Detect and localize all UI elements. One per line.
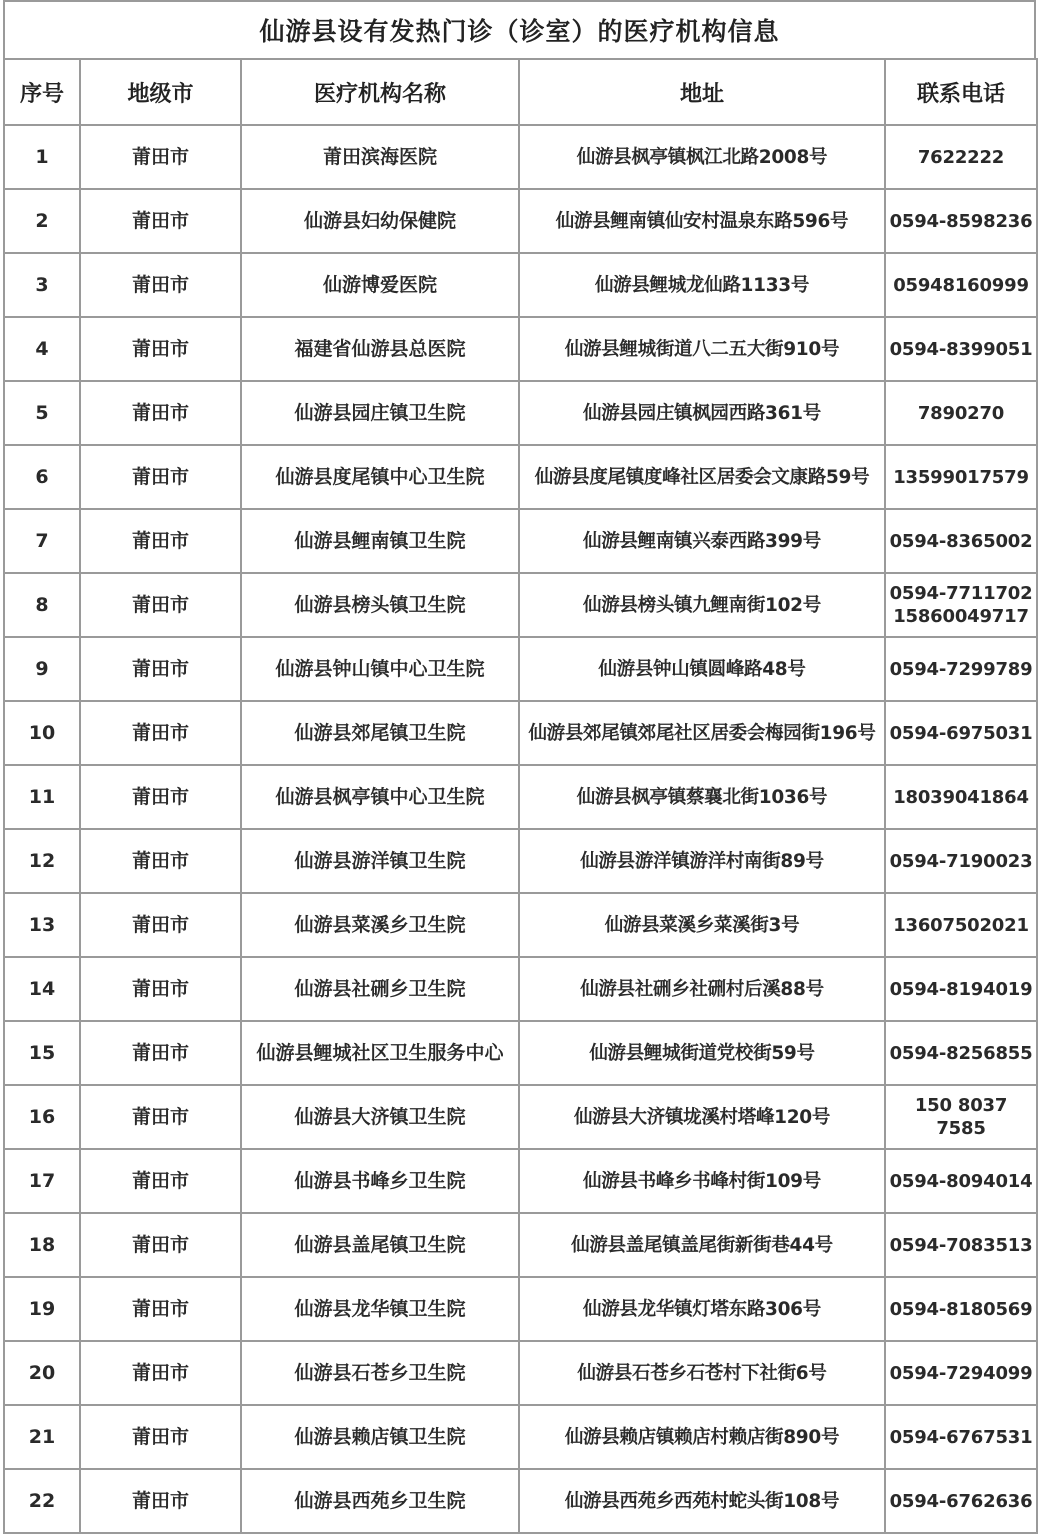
phone-number: 0594-8365002: [889, 530, 1033, 552]
cell-address: 仙游县书峰乡书峰村街109号: [519, 1149, 885, 1213]
cell-phone: [885, 1341, 1037, 1405]
cell-city: 莆田市: [80, 125, 241, 189]
cell-institution-name: 福建省仙游县总医院: [241, 317, 519, 381]
cell-address: 仙游县西苑乡西苑村蛇头街108号: [519, 1469, 885, 1533]
cell-institution-name: 仙游县钟山镇中心卫生院: [241, 637, 519, 701]
cell-city: 莆田市: [80, 253, 241, 317]
cell-city: 莆田市: [80, 573, 241, 637]
phone-number: 0594-8180569: [889, 1298, 1033, 1320]
cell-no: 2: [4, 189, 80, 253]
cell-no: 18: [4, 1213, 80, 1277]
table-row: [4, 957, 1037, 1021]
cell-phone: [885, 317, 1037, 381]
cell-phone: [885, 509, 1037, 573]
cell-phone: [885, 1213, 1037, 1277]
phone-number: 0594-8194019: [889, 978, 1033, 1000]
header-phone: 联系电话: [885, 59, 1037, 125]
cell-city: 莆田市: [80, 765, 241, 829]
cell-address: 仙游县菜溪乡菜溪街3号: [519, 893, 885, 957]
cell-institution-name: 莆田滨海医院: [241, 125, 519, 189]
phone-number: 13607502021: [893, 914, 1029, 936]
table-row: [4, 317, 1037, 381]
phone-number: 0594-8094014: [889, 1170, 1033, 1192]
cell-phone: [885, 445, 1037, 509]
table-row: [4, 189, 1037, 253]
cell-address: 仙游县龙华镇灯塔东路306号: [519, 1277, 885, 1341]
cell-no: 1: [4, 125, 80, 189]
cell-institution-name: 仙游县榜头镇卫生院: [241, 573, 519, 637]
table-row: [4, 1277, 1037, 1341]
cell-phone: [885, 189, 1037, 253]
cell-institution-name: 仙游县菜溪乡卫生院: [241, 893, 519, 957]
cell-no: 11: [4, 765, 80, 829]
cell-no: 5: [4, 381, 80, 445]
cell-phone: [885, 573, 1037, 637]
medical-institutions-sheet: [3, 0, 1036, 1530]
cell-city: 莆田市: [80, 317, 241, 381]
cell-no: 21: [4, 1405, 80, 1469]
cell-phone: [885, 1277, 1037, 1341]
cell-no: 17: [4, 1149, 80, 1213]
cell-city: 莆田市: [80, 445, 241, 509]
table-row: [4, 125, 1037, 189]
cell-institution-name: 仙游县大济镇卫生院: [241, 1085, 519, 1149]
phone-number: 15860049717: [893, 606, 1029, 627]
phone-number: 13599017579: [893, 466, 1029, 488]
table-row: [4, 637, 1037, 701]
cell-address: 仙游县枫亭镇蔡襄北街1036号: [519, 765, 885, 829]
cell-address: 仙游县鲤城街道党校街59号: [519, 1021, 885, 1085]
cell-city: 莆田市: [80, 1469, 241, 1533]
cell-phone: [885, 1085, 1037, 1149]
phone-number: 0594-8598236: [889, 210, 1033, 232]
cell-phone: [885, 1021, 1037, 1085]
cell-phone: [885, 1469, 1037, 1533]
cell-city: 莆田市: [80, 1213, 241, 1277]
cell-address: 仙游县钟山镇圆峰路48号: [519, 637, 885, 701]
cell-city: 莆田市: [80, 893, 241, 957]
cell-institution-name: 仙游县郊尾镇卫生院: [241, 701, 519, 765]
cell-no: 9: [4, 637, 80, 701]
cell-city: 莆田市: [80, 1149, 241, 1213]
cell-address: 仙游县郊尾镇郊尾社区居委会梅园街196号: [519, 701, 885, 765]
phone-number: 0594-6762636: [889, 1490, 1033, 1512]
cell-no: 14: [4, 957, 80, 1021]
cell-institution-name: 仙游县龙华镇卫生院: [241, 1277, 519, 1341]
cell-address: 仙游县枫亭镇枫江北路2008号: [519, 125, 885, 189]
cell-no: 13: [4, 893, 80, 957]
table-row: [4, 381, 1037, 445]
table-row: [4, 893, 1037, 957]
cell-phone: [885, 1149, 1037, 1213]
phone-number: 0594-7711702: [889, 583, 1033, 604]
table-row: [4, 573, 1037, 637]
table-row: [4, 253, 1037, 317]
cell-city: 莆田市: [80, 189, 241, 253]
cell-address: 仙游县鲤南镇兴泰西路399号: [519, 509, 885, 573]
table-row: [4, 1021, 1037, 1085]
table-row: [4, 1405, 1037, 1469]
cell-no: 7: [4, 509, 80, 573]
cell-no: 12: [4, 829, 80, 893]
cell-institution-name: 仙游县游洋镇卫生院: [241, 829, 519, 893]
phone-number: 7622222: [917, 146, 1005, 168]
cell-institution-name: 仙游县鲤南镇卫生院: [241, 509, 519, 573]
phone-number: 0594-7190023: [889, 850, 1033, 872]
header-city: 地级市: [80, 59, 241, 125]
cell-address: 仙游县园庄镇枫园西路361号: [519, 381, 885, 445]
cell-address: 仙游县鲤城街道八二五大街910号: [519, 317, 885, 381]
cell-city: 莆田市: [80, 1277, 241, 1341]
cell-no: 19: [4, 1277, 80, 1341]
phone-number: 150 8037 7585: [914, 1095, 1008, 1139]
cell-address: 仙游县榜头镇九鲤南街102号: [519, 573, 885, 637]
cell-address: 仙游县大济镇垅溪村塔峰120号: [519, 1085, 885, 1149]
cell-institution-name: 仙游县度尾镇中心卫生院: [241, 445, 519, 509]
cell-institution-name: 仙游县赖店镇卫生院: [241, 1405, 519, 1469]
cell-city: 莆田市: [80, 957, 241, 1021]
table-row: [4, 829, 1037, 893]
cell-phone: [885, 381, 1037, 445]
cell-phone: [885, 829, 1037, 893]
cell-city: 莆田市: [80, 381, 241, 445]
cell-no: 15: [4, 1021, 80, 1085]
cell-institution-name: 仙游博爱医院: [241, 253, 519, 317]
table-row: [4, 765, 1037, 829]
cell-phone: [885, 701, 1037, 765]
cell-no: 20: [4, 1341, 80, 1405]
table-body: [4, 125, 1037, 1533]
phone-number: 0594-7294099: [889, 1362, 1033, 1384]
phone-number: 0594-7299789: [889, 658, 1033, 680]
cell-phone: [885, 893, 1037, 957]
cell-city: 莆田市: [80, 637, 241, 701]
cell-city: 莆田市: [80, 1021, 241, 1085]
cell-institution-name: 仙游县书峰乡卫生院: [241, 1149, 519, 1213]
cell-institution-name: 仙游县妇幼保健院: [241, 189, 519, 253]
cell-address: 仙游县赖店镇赖店村赖店街890号: [519, 1405, 885, 1469]
phone-number: 0594-8256855: [889, 1042, 1033, 1064]
phone-number: 05948160999: [893, 274, 1029, 296]
cell-institution-name: 仙游县盖尾镇卫生院: [241, 1213, 519, 1277]
table-title: 仙游县设有发热门诊（诊室）的医疗机构信息: [3, 0, 1036, 58]
cell-no: 10: [4, 701, 80, 765]
table-row: [4, 1469, 1037, 1533]
table-row: [4, 1213, 1037, 1277]
phone-number: 18039041864: [893, 786, 1029, 808]
cell-address: 仙游县鲤城龙仙路1133号: [519, 253, 885, 317]
cell-no: 4: [4, 317, 80, 381]
cell-institution-name: 仙游县枫亭镇中心卫生院: [241, 765, 519, 829]
cell-city: 莆田市: [80, 1405, 241, 1469]
cell-city: 莆田市: [80, 701, 241, 765]
phone-number: 0594-7083513: [889, 1234, 1033, 1256]
cell-institution-name: 仙游县西苑乡卫生院: [241, 1469, 519, 1533]
header-row: [4, 59, 1037, 125]
cell-institution-name: 仙游县社硎乡卫生院: [241, 957, 519, 1021]
cell-no: 16: [4, 1085, 80, 1149]
cell-phone: [885, 1405, 1037, 1469]
phone-number: 0594-6975031: [889, 722, 1033, 744]
cell-institution-name: 仙游县石苍乡卫生院: [241, 1341, 519, 1405]
table-row: [4, 1149, 1037, 1213]
table-row: [4, 1085, 1037, 1149]
cell-phone: [885, 125, 1037, 189]
cell-institution-name: 仙游县鲤城社区卫生服务中心: [241, 1021, 519, 1085]
cell-address: 仙游县鲤南镇仙安村温泉东路596号: [519, 189, 885, 253]
cell-phone: [885, 253, 1037, 317]
table-row: [4, 509, 1037, 573]
phone-number: 0594-8399051: [889, 338, 1033, 360]
cell-address: 仙游县度尾镇度峰社区居委会文康路59号: [519, 445, 885, 509]
cell-phone: [885, 637, 1037, 701]
cell-address: 仙游县石苍乡石苍村下社街6号: [519, 1341, 885, 1405]
cell-no: 8: [4, 573, 80, 637]
institutions-table: [3, 58, 1038, 1534]
table-row: [4, 1341, 1037, 1405]
cell-no: 3: [4, 253, 80, 317]
cell-address: 仙游县盖尾镇盖尾街新街巷44号: [519, 1213, 885, 1277]
cell-city: 莆田市: [80, 1341, 241, 1405]
phone-number: 0594-6767531: [889, 1426, 1033, 1448]
cell-address: 仙游县社硎乡社硎村后溪88号: [519, 957, 885, 1021]
header-institution-name: 医疗机构名称: [241, 59, 519, 125]
header-no: 序号: [4, 59, 80, 125]
cell-city: 莆田市: [80, 1085, 241, 1149]
phone-number: 7890270: [917, 402, 1005, 424]
table-row: [4, 701, 1037, 765]
cell-no: 6: [4, 445, 80, 509]
header-address: 地址: [519, 59, 885, 125]
table-row: [4, 445, 1037, 509]
cell-institution-name: 仙游县园庄镇卫生院: [241, 381, 519, 445]
cell-no: 22: [4, 1469, 80, 1533]
cell-phone: [885, 765, 1037, 829]
cell-address: 仙游县游洋镇游洋村南街89号: [519, 829, 885, 893]
cell-city: 莆田市: [80, 829, 241, 893]
cell-city: 莆田市: [80, 509, 241, 573]
cell-phone: [885, 957, 1037, 1021]
